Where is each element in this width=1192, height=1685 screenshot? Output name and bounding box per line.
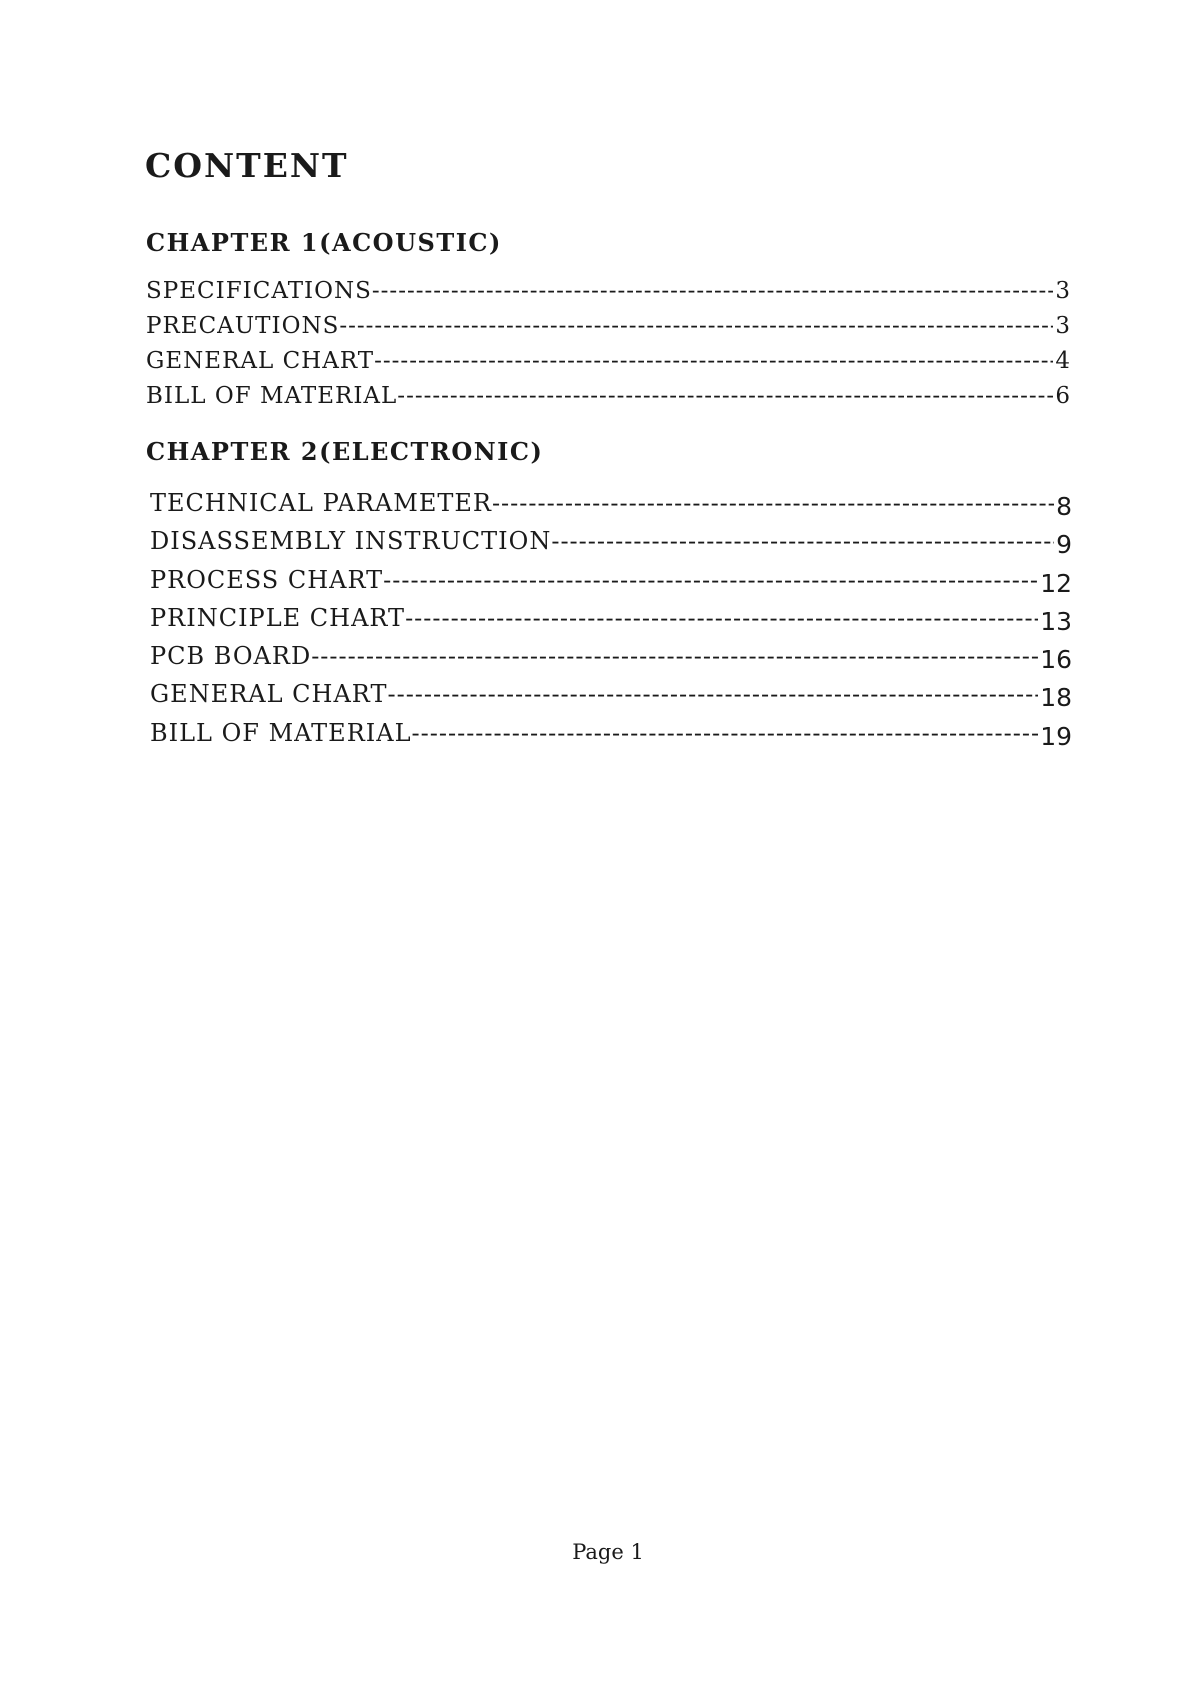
toc-entry-label: GENERAL CHART: [150, 680, 388, 709]
toc-entry-general-chart[interactable]: [150, 675, 1072, 713]
dot-leader: [492, 484, 1054, 522]
dot-leader: [372, 274, 1053, 309]
dot-leader: [339, 309, 1053, 344]
page-footer: Page 1: [572, 1540, 644, 1564]
dot-leader: [397, 379, 1053, 414]
toc-entry-label: BILL OF MATERIAL: [150, 718, 412, 747]
dot-leader: [405, 599, 1038, 637]
toc-entry-label: DISASSEMBLY INSTRUCTION: [150, 527, 552, 556]
toc-entry-label: PRECAUTIONS: [146, 313, 340, 339]
toc-entry-page-number: 3: [1055, 313, 1070, 339]
toc-entry-label: GENERAL CHART: [146, 348, 375, 374]
dot-leader: [374, 344, 1053, 379]
chapter-1-heading: CHAPTER 1(ACOUSTIC): [146, 228, 502, 257]
toc-entry-bill-of-material[interactable]: [150, 714, 1072, 752]
toc-entry-principle-chart[interactable]: [150, 599, 1072, 637]
toc-entry-page-number: 8: [1056, 492, 1072, 521]
toc-entry-page-number: 13: [1040, 606, 1072, 636]
toc-entry-page-number: 4: [1055, 348, 1070, 374]
toc-entry-precautions[interactable]: [146, 309, 1070, 344]
dot-leader: [387, 675, 1038, 713]
toc-entry-label: PCB BOARD: [150, 642, 312, 671]
toc-entry-page-number: 12: [1040, 568, 1072, 598]
toc-entry-technical-parameter[interactable]: [150, 484, 1072, 522]
toc-entry-bill-of-material[interactable]: [146, 379, 1070, 414]
toc-entry-specifications[interactable]: [146, 274, 1070, 309]
toc-entry-label: TECHNICAL PARAMETER: [150, 489, 492, 517]
dot-leader: [383, 561, 1038, 599]
toc-entry-page-number: 16: [1040, 645, 1072, 675]
toc-entry-page-number: 6: [1055, 383, 1070, 409]
toc-entry-page-number: 18: [1040, 683, 1072, 713]
toc-entry-label: PROCESS CHART: [150, 565, 384, 594]
toc-entry-disassembly-instruction[interactable]: [150, 522, 1072, 560]
dot-leader: [311, 637, 1038, 675]
toc-entry-page-number: 19: [1040, 721, 1072, 751]
chapter-2-toc: [150, 484, 1072, 752]
toc-entry-label: BILL OF MATERIAL: [146, 383, 398, 409]
toc-entry-process-chart[interactable]: [150, 561, 1072, 599]
dot-leader: [412, 714, 1039, 752]
toc-entry-page-number: 9: [1056, 530, 1072, 560]
toc-entry-label: SPECIFICATIONS: [146, 278, 372, 304]
chapter-1-toc: [146, 274, 1070, 414]
page-title: CONTENT: [145, 146, 349, 185]
toc-entry-page-number: 3: [1055, 278, 1070, 304]
toc-entry-label: PRINCIPLE CHART: [150, 603, 406, 632]
toc-entry-pcb-board[interactable]: [150, 637, 1072, 675]
dot-leader: [551, 522, 1054, 560]
chapter-2-heading: CHAPTER 2(ELECTRONIC): [146, 437, 544, 466]
toc-entry-general-chart[interactable]: [146, 344, 1070, 379]
